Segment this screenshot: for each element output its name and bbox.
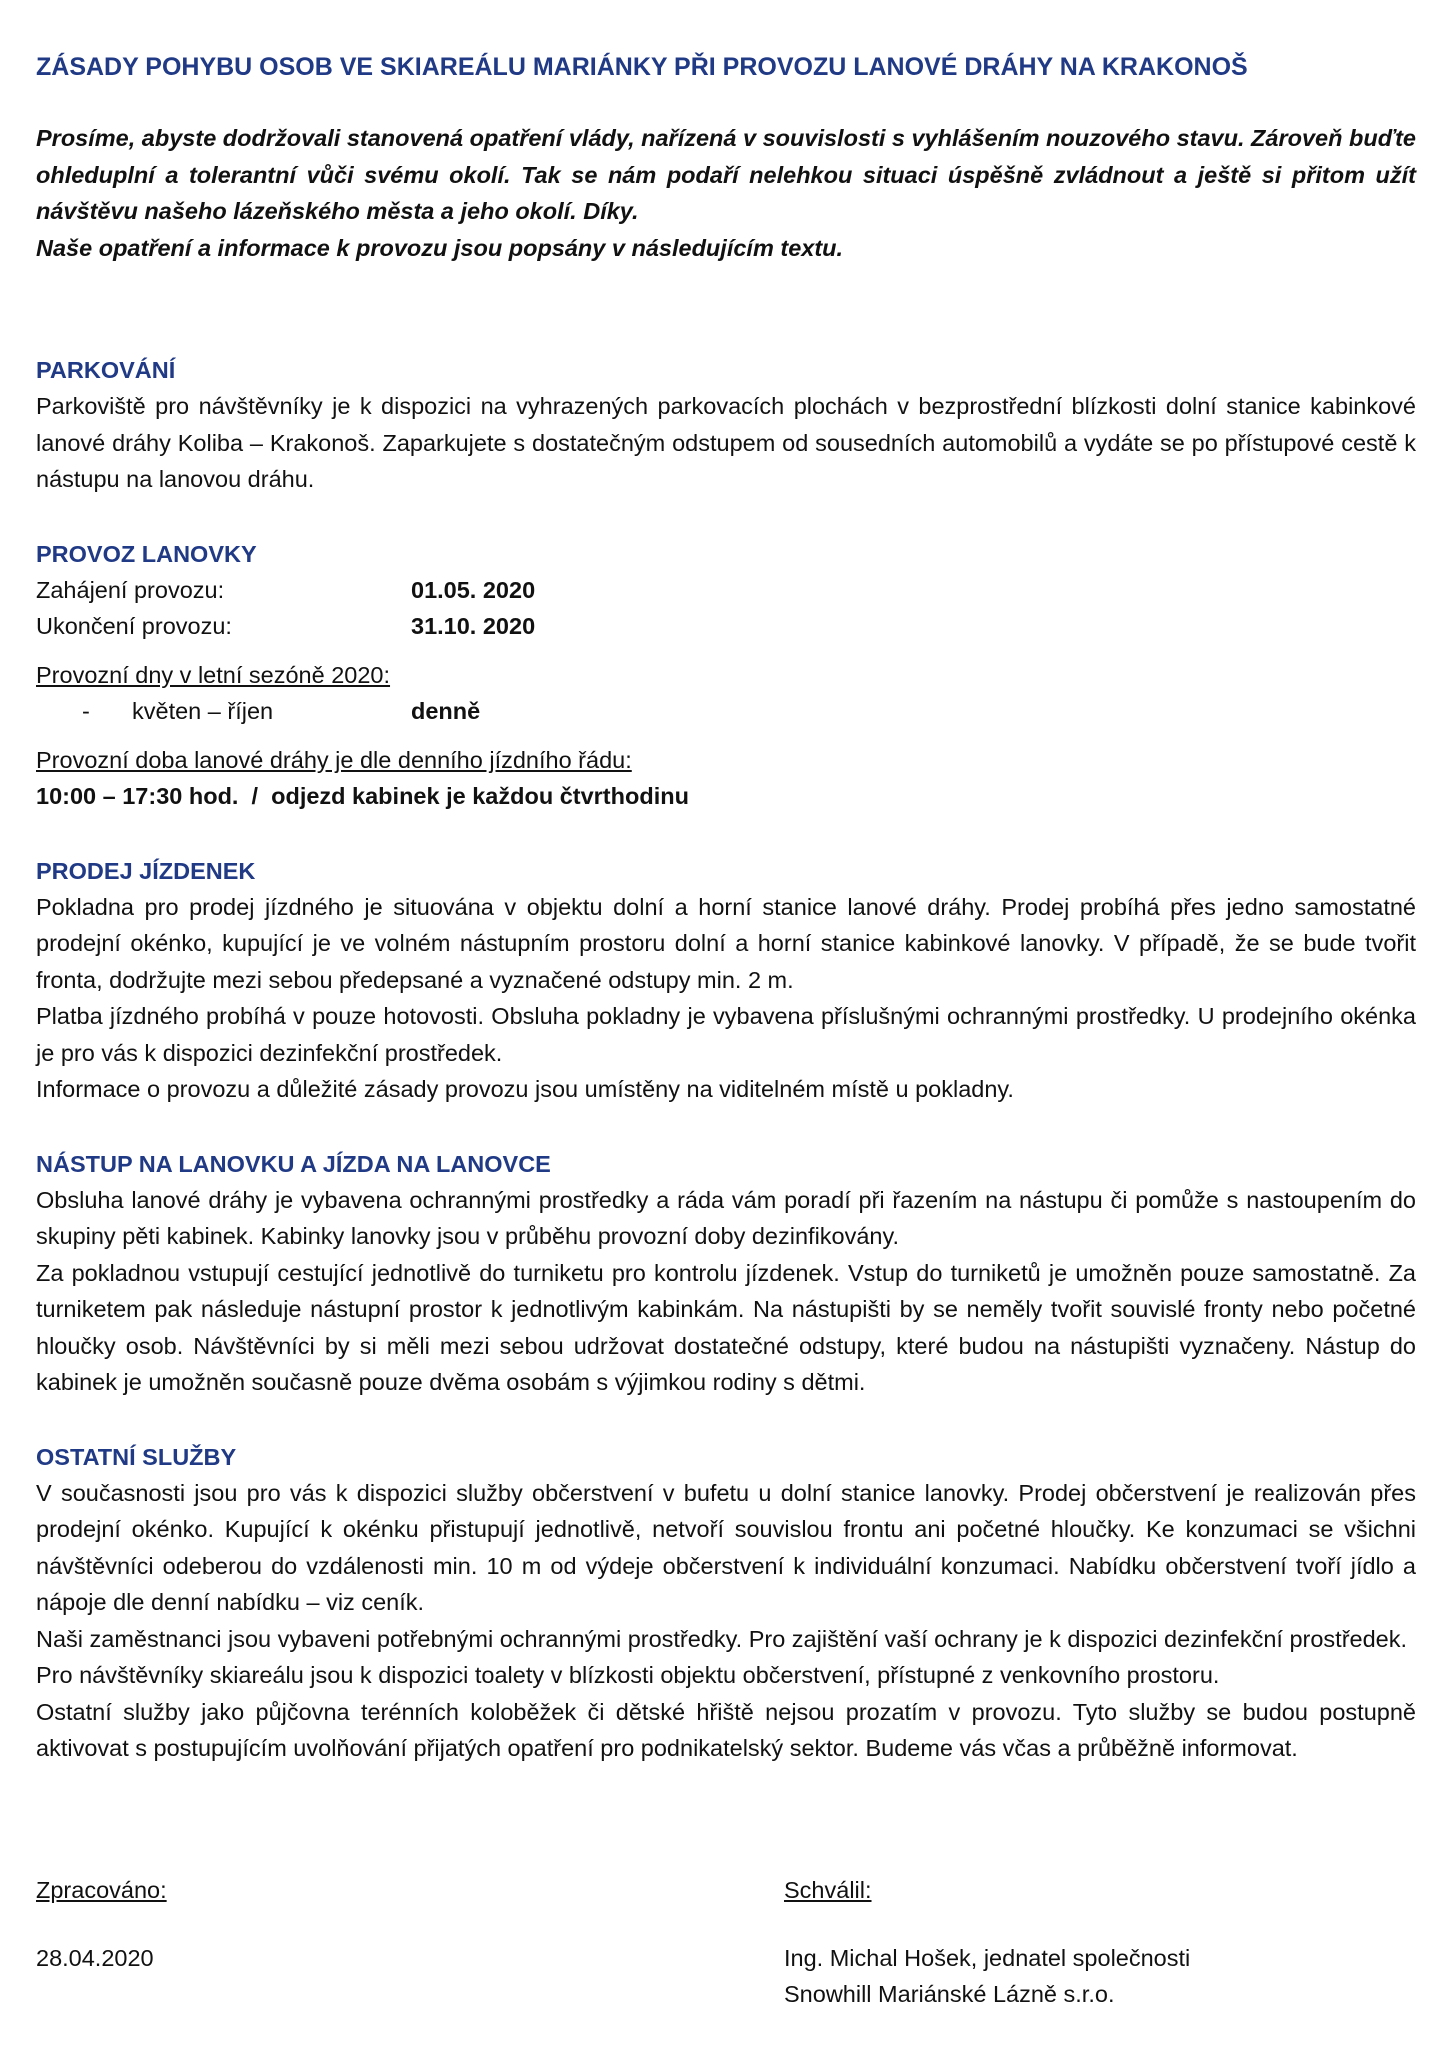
days-item: květen – říjen <box>132 698 274 724</box>
approved-company: Snowhill Mariánské Lázně s.r.o. <box>784 1981 1115 2007</box>
section-heading-parking: PARKOVÁNÍ <box>36 357 176 383</box>
nastup-paragraph: Za pokladnou vstupují cestující jednotlivě do turniketu pro kontrolu jízdenek. Vstup do turniketů je umožněn pouze samostatně. Za turniketem pak následuje nástupní prostor k jednotlivým kabinkám. Na nástupišti by se neměly tvořit souvislé fronty nebo početné hloučky osob. Návštěvníci by si měli mezi sebou udržovat dostatečné odstupy, které budou na nástupišti vyznačeny. Nástup do kabinek je umožněn současně pouze dvěma osobám s výjimkou rodiny s dětmi. <box>36 1259 1416 1395</box>
ostatni-paragraph: Naši zaměstnanci jsou vybaveni potřebnými ochrannými prostředky. Pro zajištění vaší ochrany je k dispozici dezinfekční prostředek. <box>36 1625 1408 1652</box>
section-prodej <box>36 853 1416 1108</box>
prepared-date: 28.04.2020 <box>36 1945 154 1971</box>
hours-label: Provozní doba lanové dráhy je dle denního jízdního řádu: <box>36 746 632 773</box>
prodej-paragraph: Pokladna pro prodej jízdného je situována v objektu dolní a horní stanice lanové dráhy. Prodej probíhá přes jedno samostatné prodejní okénko, kupující je ve volném nástupním prostoru dolní a horní stanice kabinkové lanovky. V případě, že se bude tvořit fronta, dodržujte mezi sebou předepsané a vyznačené odstupy min. 2 m. <box>36 893 1416 993</box>
list-dash: - <box>82 698 90 724</box>
start-label: Zahájení provozu: <box>36 576 225 603</box>
intro-block <box>36 120 1416 266</box>
section-heading-nastup: NÁSTUP NA LANOVKU A JÍZDA NA LANOVCE <box>36 1150 551 1177</box>
days-list-item <box>36 693 1416 730</box>
section-provoz <box>36 536 1416 815</box>
approved-label: Schválil: <box>784 1877 872 1903</box>
intro-paragraph: Prosíme, abyste dodržovali stanovená opatření vlády, nařízená v souvislosti s vyhlášením nouzového stavu. Zároveň buďte ohleduplní a tolerantní vůči svému okolí. Tak se nám podaří nelehkou situaci úspěšně zvládnout a ještě si přitom užít návštěvu našeho lázeňského města a jeho okolí. Díky. <box>36 125 1416 224</box>
section-heading-provoz: PROVOZ LANOVKY <box>36 540 257 567</box>
intro-paragraph: Naše opatření a informace k provozu jsou popsány v následujícím textu. <box>36 234 844 261</box>
nastup-paragraph: Obsluha lanové dráhy je vybavena ochrannými prostředky a ráda vám poradí při řazením na nástupu či pomůže s nastoupením do skupiny pěti kabinek. Kabinky lanovky jsou v průběhu provozní doby dezinfikovány. <box>36 1186 1416 1249</box>
end-row <box>36 608 1416 645</box>
prepared-label: Zpracováno: <box>36 1877 167 1903</box>
ostatni-paragraph: Pro návštěvníky skiareálu jsou k dispozici toalety v blízkosti objektu občerstvení, přístupné z venkovního prostoru. <box>36 1662 1220 1688</box>
ostatni-paragraph: V současnosti jsou pro vás k dispozici služby občerstvení v bufetu u dolní stanice lanovky. Prodej občerstvení je realizován přes prodejní okénko. Kupující k okénku přistupují jednotlivě, netvoří souvislou frontu ani početné hloučky. Ke konzumaci se všichni návštěvníci odeberou do vzdálenosti min. 10 m od výdeje občerstvení k individuální konzumaci. Nabídku občerstvení tvoří jídlo a nápoje dle denní nabídku – viz ceník. <box>36 1479 1416 1615</box>
ostatni-paragraph: Ostatní služby jako půjčovna terénních koloběžek či dětské hřiště nejsou prozatím v provozu. Tyto služby se budou postupně aktivovat s postupujícím uvolňování přijatých opatření pro podnikatelský sektor. Budeme vás včas a průběžně informovat. <box>36 1698 1416 1761</box>
approved-name: Ing. Michal Hošek, jednatel společnosti <box>784 1945 1191 1971</box>
prodej-paragraph: Informace o provozu a důležité zásady provozu jsou umístěny na viditelném místě u pokladny. <box>36 1076 1014 1102</box>
approved-block <box>784 1872 1404 2012</box>
prodej-paragraph: Platba jízdného probíhá v pouze hotovosti. Obsluha pokladny je vybavena příslušnými ochrannými prostředky. U prodejního okénka je pro vás k dispozici dezinfekční prostředek. <box>36 1003 1416 1066</box>
document-page <box>36 50 1416 1767</box>
document-title: ZÁSADY POHYBU OSOB VE SKIAREÁLU MARIÁNKY PŘI PROVOZU LANOVÉ DRÁHY NA KRAKONOŠ <box>36 53 1248 81</box>
start-row <box>36 572 1416 609</box>
section-heading-ostatni: OSTATNÍ SLUŽBY <box>36 1443 237 1470</box>
start-value: 01.05. 2020 <box>411 576 536 603</box>
end-value: 31.10. 2020 <box>411 613 536 639</box>
prepared-block <box>36 1872 167 1976</box>
days-value: denně <box>411 698 481 724</box>
hours-value: 10:00 – 17:30 hod. / odjezd kabinek je každou čtvrthodinu <box>36 783 689 809</box>
parking-text: Parkoviště pro návštěvníky je k dispozici na vyhrazených parkovacích plochách v bezprostřední blízkosti dolní stanice kabinkové lanové dráhy Koliba – Krakonoš. Zaparkujete s dostatečným odstupem od sousedních automobilů a vydáte se po přístupové cestě k nástupu na lanovou dráhu. <box>36 393 1416 492</box>
section-heading-prodej: PRODEJ JÍZDENEK <box>36 857 256 884</box>
section-parking <box>36 352 1416 498</box>
section-nastup <box>36 1146 1416 1401</box>
days-label: Provozní dny v letní sezóně 2020: <box>36 661 391 688</box>
section-ostatni <box>36 1439 1416 1767</box>
end-label: Ukončení provozu: <box>36 613 232 639</box>
